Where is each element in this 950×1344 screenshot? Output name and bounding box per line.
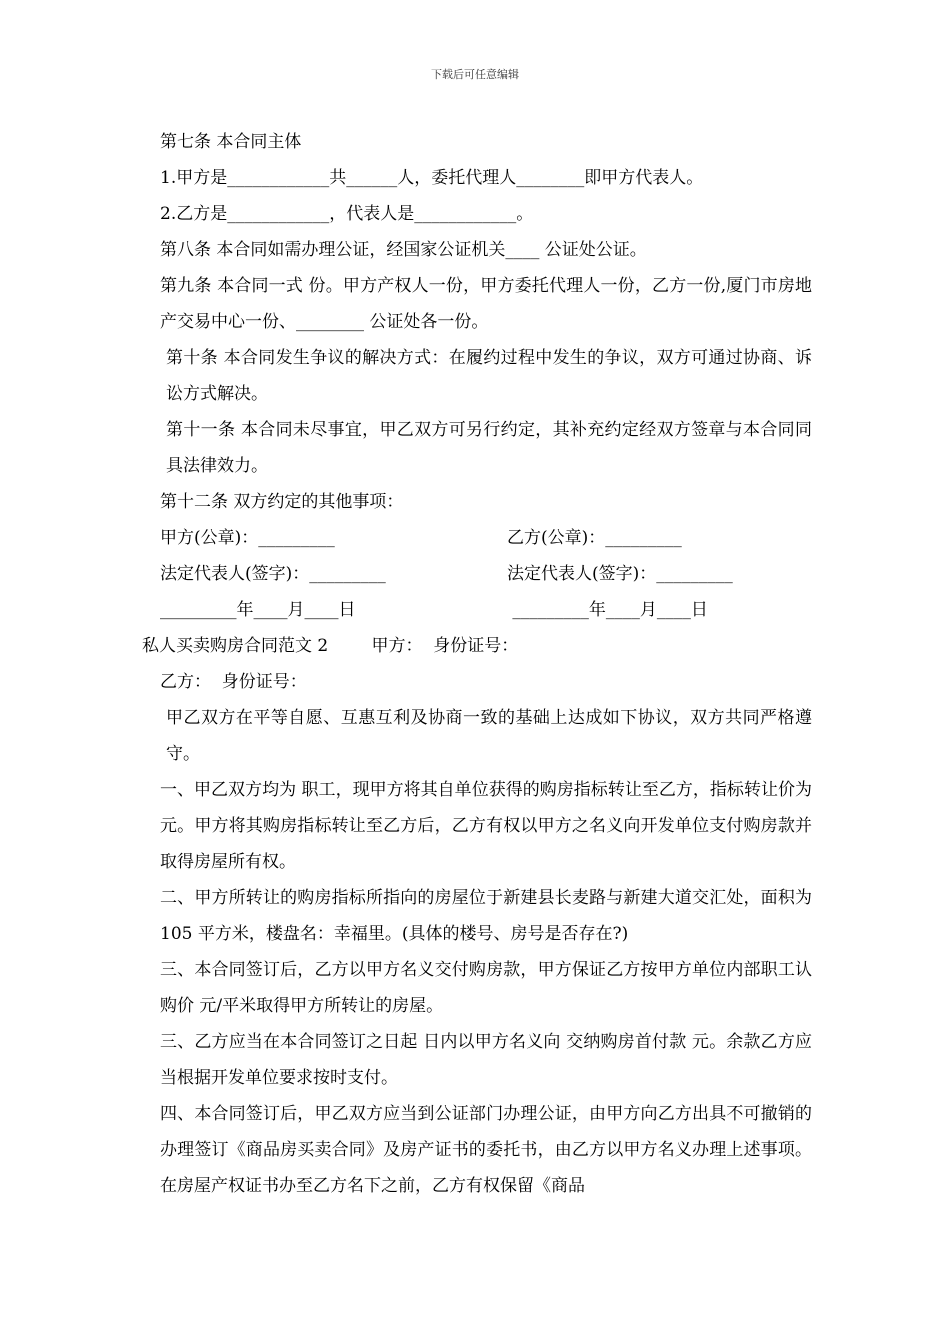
clause-1: 一、甲乙双方均为 职工，现甲方将其自单位获得的购房指标转让至乙方，指标转让价为 元。甲方将其购房指标转让至乙方后，乙方有权以甲方之名义向开发单位支付购房款并取得房屋所有权。 (160, 780, 818, 872)
article-11: 第十一条 本合同未尽事宜，甲乙双方可另行约定，其补充约定经双方签章与本合同同具法律效力。 (166, 420, 812, 476)
article-10: 第十条 本合同发生争议的解决方式：在履约过程中发生的争议，双方可通过协商、诉讼方式解决。 (166, 348, 812, 404)
clause-3a: 三、本合同签订后，乙方以甲方名义交付购房款，甲方保证乙方按甲方单位内部职工认购价 元/平米取得甲方所转让的房屋。 (160, 960, 812, 1016)
party-b-id-line: 乙方： 身份证号： (160, 672, 307, 692)
page-header-note: 下载后可任意编辑 (431, 68, 519, 81)
sample-2-title: 私人买卖购房合同范文 2 甲方： 身份证号： (142, 636, 519, 656)
party-b-representative: 法定代表人(签字)：_________ (507, 564, 733, 584)
signature-row-seal (142, 520, 812, 556)
article-7-clause-2: 2.乙方是____________，代表人是____________。 (160, 204, 534, 224)
article-8: 第八条 本合同如需办理公证，经国家公证机关____ 公证处公证。 (160, 240, 647, 260)
clause-4: 四、本合同签订后，甲乙双方应当到公证部门办理公证，由甲方向乙方出具不可撤销的办理签订《商品房买卖合同》及房产证书的委托书，由乙方以甲方名义办理上述事项。在房屋产权证书办至乙方名下之前，乙方有权保留《商品 (160, 1104, 812, 1196)
article-9: 第九条 本合同一式 份。甲方产权人一份，甲方委托代理人一份，乙方一份,厦门市房地产交易中心一份、________ 公证处各一份。 (160, 276, 812, 332)
agreement-intro: 甲乙双方在平等自愿、互惠互利及协商一致的基础上达成如下协议，双方共同严格遵守。 (166, 708, 812, 764)
document-body (142, 124, 818, 1204)
clause-3b: 三、乙方应当在本合同签订之日起 日内以甲方名义向 交纳购房首付款 元。余款乙方应当根据开发单位要求按时支付。 (160, 1032, 812, 1088)
article-12: 第十二条 双方约定的其他事项： (160, 492, 404, 512)
article-7-heading: 第七条 本合同主体 (160, 132, 302, 152)
signature-row-date (142, 592, 812, 628)
party-a-representative: 法定代表人(签字)：_________ (160, 564, 386, 584)
party-a-seal: 甲方(公章)：_________ (160, 528, 335, 548)
clause-2: 二、甲方所转让的购房指标所指向的房屋位于新建县长麦路与新建大道交汇处，面积为 105 平方米，楼盘名：幸福里。(具体的楼号、房号是否存在?) (160, 888, 818, 944)
party-b-seal: 乙方(公章)：_________ (507, 528, 682, 548)
party-a-date: _________年____月____日 (160, 600, 356, 620)
party-b-date: _________年____月____日 (507, 600, 708, 620)
signature-row-representative (142, 556, 812, 592)
article-7-clause-1: 1.甲方是____________共______人，委托代理人________即甲方代表人。 (160, 168, 704, 188)
